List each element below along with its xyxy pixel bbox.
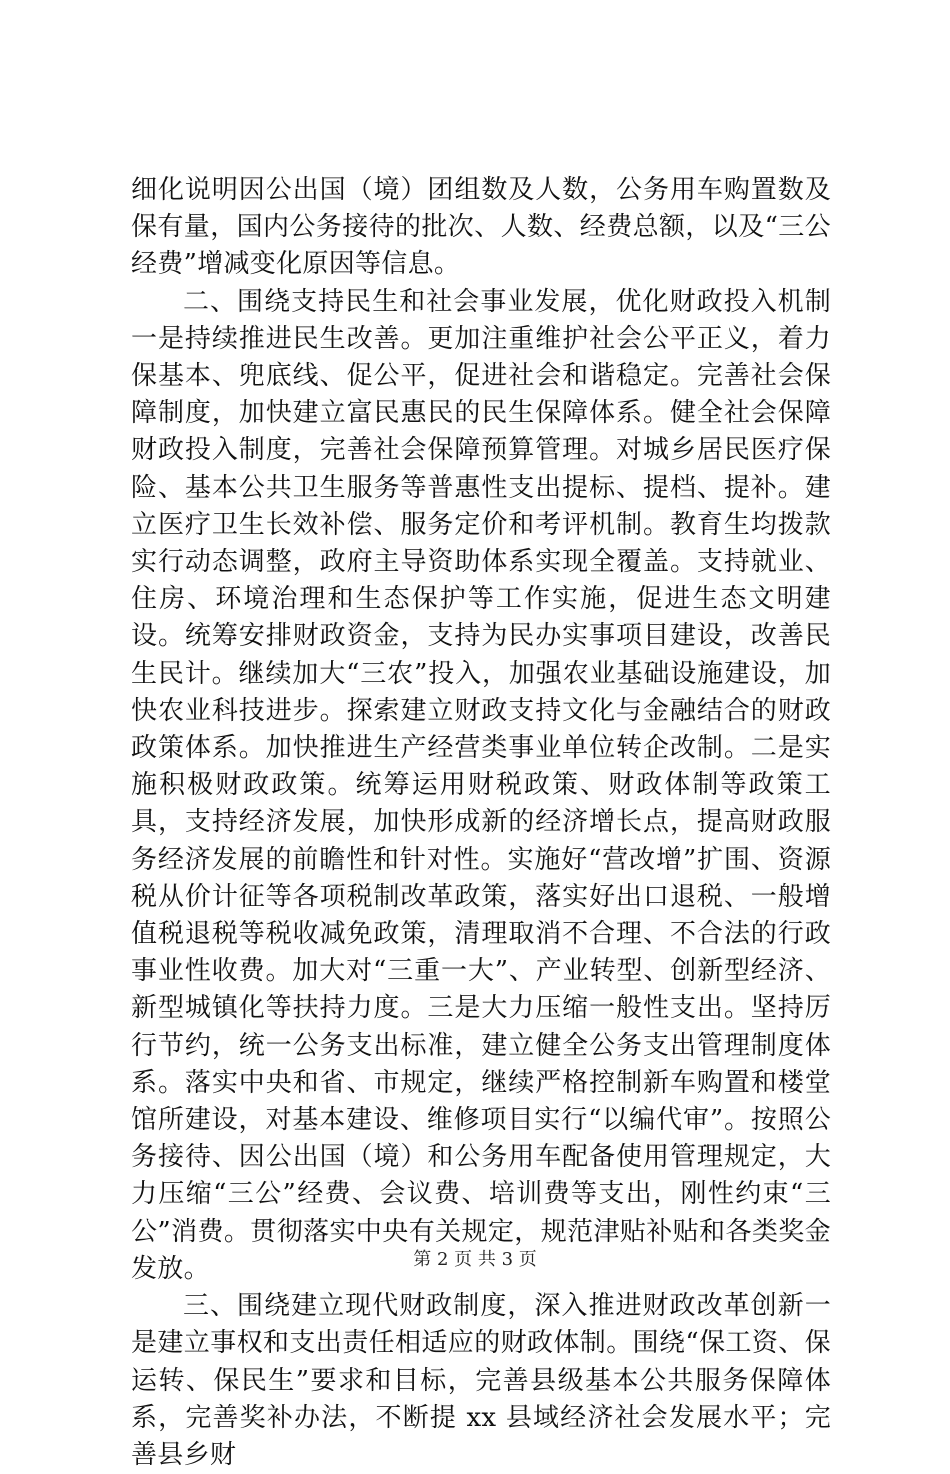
paragraph-section-three: 三、围绕建立现代财政制度，深入推进财政改革创新一是建立事权和支出责任相适应的财政体制。围绕“保工资、保运转、保民生”要求和目标，完善县级基本公共服务保障体系，完善奖补办法，不断提 xx 县域经济社会发展水平；完善县乡财 bbox=[131, 1291, 831, 1470]
page-footer: 第 2 页 共 3 页 bbox=[413, 1249, 537, 1270]
document-body bbox=[131, 172, 831, 1474]
paragraph-section-two: 二、围绕支持民生和社会事业发展，优化财政投入机制一是持续推进民生改善。更加注重维护社会公平正义，着力保基本、兜底线、促公平，促进社会和谐稳定。完善社会保障制度，加快建立富民惠民的民生保障体系。健全社会保障财政投入制度，完善社会保障预算管理。对城乡居民医疗保险、基本公共卫生服务等普惠性支出提标、提档、提补。建立医疗卫生长效补偿、服务定价和考评机制。教育生均拨款实行动态调整，政府主导资助体系实现全覆盖。支持就业、住房、环境治理和生态保护等工作实施，促进生态文明建设。统筹安排财政资金，支持为民办实事项目建设，改善民生民计。继续加大“三农”投入，加强农业基础设施建设，加快农业科技进步。探索建立财政支持文化与金融结合的财政政策体系。加快推进生产经营类事业单位转企改制。二是实施积极财政政策。统筹运用财税政策、财政体制等政策工具，支持经济发展，加快形成新的经济增长点，提高财政服务经济发展的前瞻性和针对性。实施好“营改增”扩围、资源税从价计征等各项税制改革政策，落实好出口退税、一般增值税退税等税收减免政策，清理取消不合理、不合法的行政事业性收费。加大对“三重一大”、产业转型、创新型经济、新型城镇化等扶持力度。三是大力压缩一般性支出。坚持厉行节约，统一公务支出标准，建立健全公务支出管理制度体系。落实中央和省、市规定，继续严格控制新车购置和楼堂馆所建设，对基本建设、维修项目实行“以编代审”。按照公务接待、因公出国（境）和公务用车配备使用管理规定，大力压缩“三公”经费、会议费、培训费等支出，刚性约束“三公”消费。贯彻落实中央有关规定，规范津贴补贴和各类奖金发放。 bbox=[131, 286, 831, 1284]
paragraph-continuation: 细化说明因公出国（境）团组数及人数，公务用车购置数及保有量，国内公务接待的批次、人数、经费总额，以及“三公经费”增减变化原因等信息。 bbox=[131, 175, 831, 280]
